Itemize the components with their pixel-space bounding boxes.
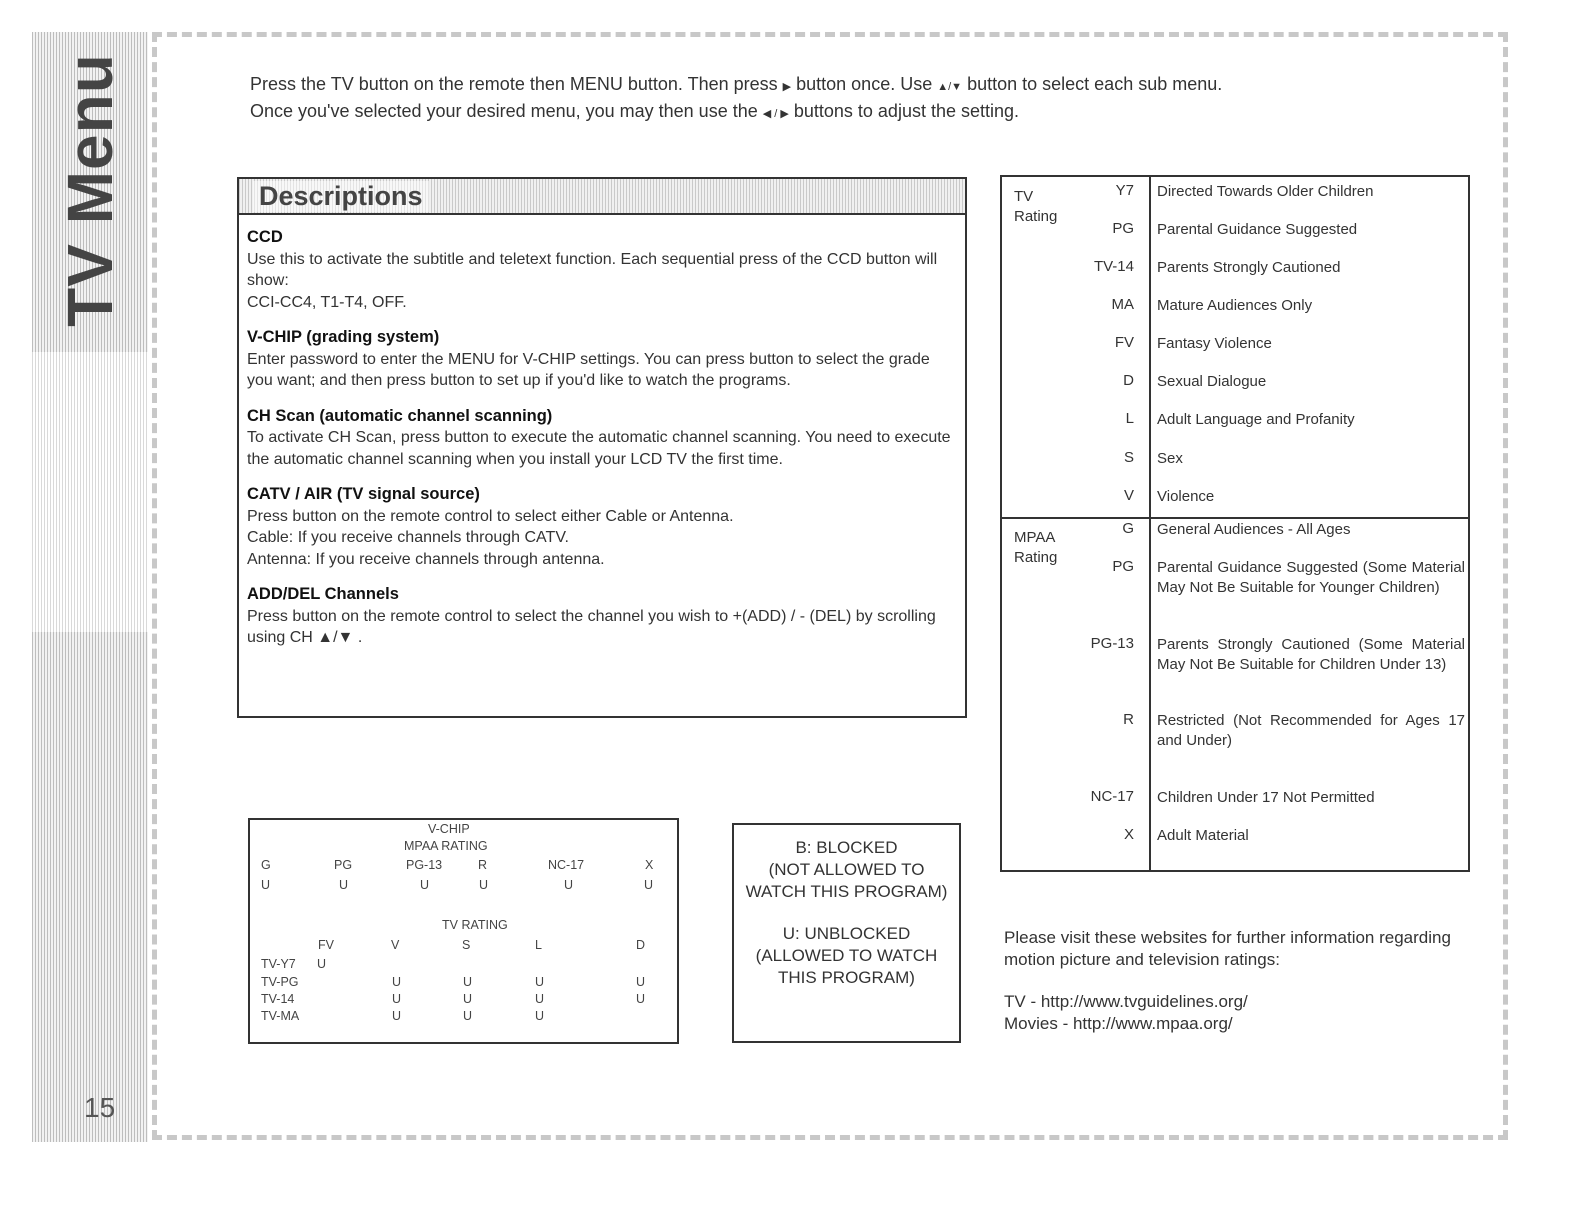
rating-desc: Sexual Dialogue xyxy=(1157,373,1267,390)
right-arrow-icon: ▶ xyxy=(782,81,792,93)
rating-desc: Directed Towards Older Children xyxy=(1157,183,1374,200)
rating-desc: Parents Strongly Cautioned (Some Material May Not Be Suitable for Children Under 13) xyxy=(1157,636,1465,673)
legend-line: (ALLOWED TO WATCH xyxy=(755,946,938,965)
descriptions-header xyxy=(239,179,965,215)
mpaa-header: R xyxy=(478,858,488,872)
mpaa-header: G xyxy=(261,858,271,872)
legend-line: THIS PROGRAM) xyxy=(778,968,915,987)
section-heading: CCD xyxy=(247,228,283,246)
rating-code: TV-14 xyxy=(1093,258,1134,275)
rating-code: D xyxy=(1123,372,1134,389)
rating-desc: Children Under 17 Not Permitted xyxy=(1157,789,1375,806)
tv-cell: U xyxy=(636,992,646,1006)
tv-row-label: TV-Y7 xyxy=(261,957,296,971)
rating-desc: Sex xyxy=(1157,450,1183,467)
left-right-arrow-icon: ◀ / ▶ xyxy=(762,108,789,120)
rating-desc: Parental Guidance Suggested (Some Material May Not Be Suitable for Younger Children) xyxy=(1157,559,1465,596)
rating-desc: Parental Guidance Suggested xyxy=(1157,221,1358,238)
mpaa-rating-group xyxy=(1014,528,1057,568)
rating-code: PG xyxy=(1112,220,1134,237)
section-text: Enter password to enter the MENU for V-CHIP settings. You can press button to select the grade you want; and then press button to set up if you'd like to watch the programs. xyxy=(247,350,930,389)
section-heading: ADD/DEL Channels xyxy=(247,585,399,603)
rating-code: S xyxy=(1123,449,1134,466)
tv-cell: U xyxy=(463,992,473,1006)
tv-cell: U xyxy=(463,1009,473,1023)
legend-line: B: BLOCKED xyxy=(795,838,898,857)
table-divider xyxy=(1002,517,1468,519)
movies-website-link[interactable]: Movies - http://www.mpaa.org/ xyxy=(1004,1014,1233,1033)
section-catv-air xyxy=(247,484,959,570)
ratings-table xyxy=(1000,175,1470,872)
section-heading: CATV / AIR (TV signal source) xyxy=(247,485,480,503)
rating-code: FV xyxy=(1114,334,1134,351)
tv-cell: U xyxy=(392,992,402,1006)
section-text: Press button on the remote control to select either Cable or Antenna. xyxy=(247,507,734,525)
tv-rating-group xyxy=(1014,187,1057,227)
mpaa-header: PG-13 xyxy=(406,858,443,872)
mpaa-cell: U xyxy=(339,878,349,892)
rating-desc: Mature Audiences Only xyxy=(1157,297,1313,314)
tv-cell: U xyxy=(535,992,545,1006)
group-label: MPAA xyxy=(1014,529,1056,546)
intro-text xyxy=(250,72,1222,126)
tv-cell: U xyxy=(535,1009,545,1023)
descriptions-title: Descriptions xyxy=(253,181,429,212)
side-title-text: TV Menu xyxy=(54,53,126,327)
rating-desc: Restricted (Not Recommended for Ages 17 and Under) xyxy=(1157,712,1465,749)
tv-header: D xyxy=(636,938,646,952)
mpaa-header: NC-17 xyxy=(548,858,585,872)
intro-line-1c: button to select each sub menu. xyxy=(967,74,1223,94)
descriptions-box xyxy=(237,177,967,718)
tv-row-label: TV-PG xyxy=(261,975,299,989)
tv-cell: U xyxy=(392,1009,402,1023)
rating-code: X xyxy=(1123,826,1134,843)
rating-code: R xyxy=(1123,711,1134,728)
tv-header: S xyxy=(462,938,471,952)
up-down-arrow-icon: ▲/▼ xyxy=(937,81,963,93)
section-text: Cable: If you receive channels through CATV. xyxy=(247,529,569,546)
rating-code: NC-17 xyxy=(1090,788,1134,805)
mpaa-header: PG xyxy=(334,858,353,872)
section-text: Antenna: If you receive channels through antenna. xyxy=(247,550,605,568)
legend-box xyxy=(732,823,961,1043)
rating-code: G xyxy=(1122,520,1134,537)
descriptions-body xyxy=(239,215,965,649)
mpaa-header: X xyxy=(645,858,654,872)
mpaa-cell: U xyxy=(261,878,271,892)
rating-code: MA xyxy=(1111,296,1134,313)
tv-cell: U xyxy=(636,975,646,989)
rating-code: PG xyxy=(1112,558,1134,575)
intro-line-2b: buttons to adjust the setting. xyxy=(793,101,1020,121)
side-strip-band xyxy=(32,352,148,632)
section-heading: V-CHIP (grading system) xyxy=(247,328,440,346)
section-text: Use this to activate the subtitle and teletext function. Each sequential press of the CCD button will show: xyxy=(247,250,938,289)
intro-line-1a: Press the TV button on the remote then MENU button. Then press xyxy=(250,74,778,94)
mpaa-cell: U xyxy=(564,878,574,892)
rating-code: Y7 xyxy=(1115,182,1134,199)
tv-cell: U xyxy=(317,957,327,971)
tv-cell: U xyxy=(535,975,545,989)
rating-desc: Adult Material xyxy=(1157,827,1249,844)
section-vchip xyxy=(247,327,959,392)
group-label: TV xyxy=(1014,188,1034,205)
legend-line: (NOT ALLOWED TO xyxy=(768,860,925,879)
tv-cell: U xyxy=(463,975,473,989)
mpaa-rating-title: MPAA RATING xyxy=(404,839,488,853)
websites-info xyxy=(1004,927,1492,1035)
tv-cell: U xyxy=(392,975,402,989)
vchip-title: V-CHIP xyxy=(428,822,470,836)
rating-desc: Adult Language and Profanity xyxy=(1157,411,1355,428)
tv-rating-title: TV RATING xyxy=(442,918,508,932)
group-label: Rating xyxy=(1014,549,1058,566)
tv-row-label: TV-MA xyxy=(261,1009,300,1023)
section-text: To activate CH Scan, press button to execute the automatic channel scanning. You need to execute the automatic channel scanning when you install your LCD TV the first time. xyxy=(247,429,951,468)
websites-intro: Please visit these websites for further information regarding motion picture and television ratings: xyxy=(1004,928,1451,969)
rating-code: PG-13 xyxy=(1090,635,1134,652)
section-ch-scan xyxy=(247,406,959,471)
vchip-table xyxy=(248,818,679,1044)
tv-header: FV xyxy=(318,938,334,952)
tv-website-link[interactable]: TV - http://www.tvguidelines.org/ xyxy=(1004,992,1248,1011)
side-title xyxy=(40,53,140,327)
legend-line: WATCH THIS PROGRAM) xyxy=(745,882,948,901)
mpaa-cell: U xyxy=(644,878,654,892)
section-heading: CH Scan (automatic channel scanning) xyxy=(247,406,553,425)
intro-line-2 xyxy=(250,99,1222,126)
mpaa-cell: U xyxy=(420,878,430,892)
mpaa-cell: U xyxy=(479,878,489,892)
rating-desc: General Audiences - All Ages xyxy=(1157,521,1351,538)
rating-code: V xyxy=(1123,487,1134,504)
intro-line-1 xyxy=(250,72,1222,99)
section-add-del xyxy=(247,584,959,649)
rating-code: L xyxy=(1125,410,1134,427)
page-number: 15 xyxy=(84,1092,116,1123)
intro-line-2a: Once you've selected your desired menu, you may then use the xyxy=(250,101,758,121)
intro-line-1b: button once. Use xyxy=(796,74,933,94)
section-text: CCI-CC4, T1-T4, OFF. xyxy=(247,293,407,311)
section-ccd xyxy=(247,227,959,313)
tv-header: V xyxy=(391,938,400,952)
rating-desc: Violence xyxy=(1157,488,1215,505)
table-divider xyxy=(1149,177,1151,870)
rating-desc: Fantasy Violence xyxy=(1157,335,1272,352)
section-text: Press button on the remote control to select the channel you wish to +(ADD) / - (DEL) by scrolling using CH ▲/▼ . xyxy=(247,607,936,646)
group-label: Rating xyxy=(1014,208,1058,225)
legend-line: U: UNBLOCKED xyxy=(782,924,911,943)
tv-header: L xyxy=(535,938,542,952)
rating-desc: Parents Strongly Cautioned xyxy=(1157,259,1341,276)
tv-row-label: TV-14 xyxy=(261,992,295,1006)
